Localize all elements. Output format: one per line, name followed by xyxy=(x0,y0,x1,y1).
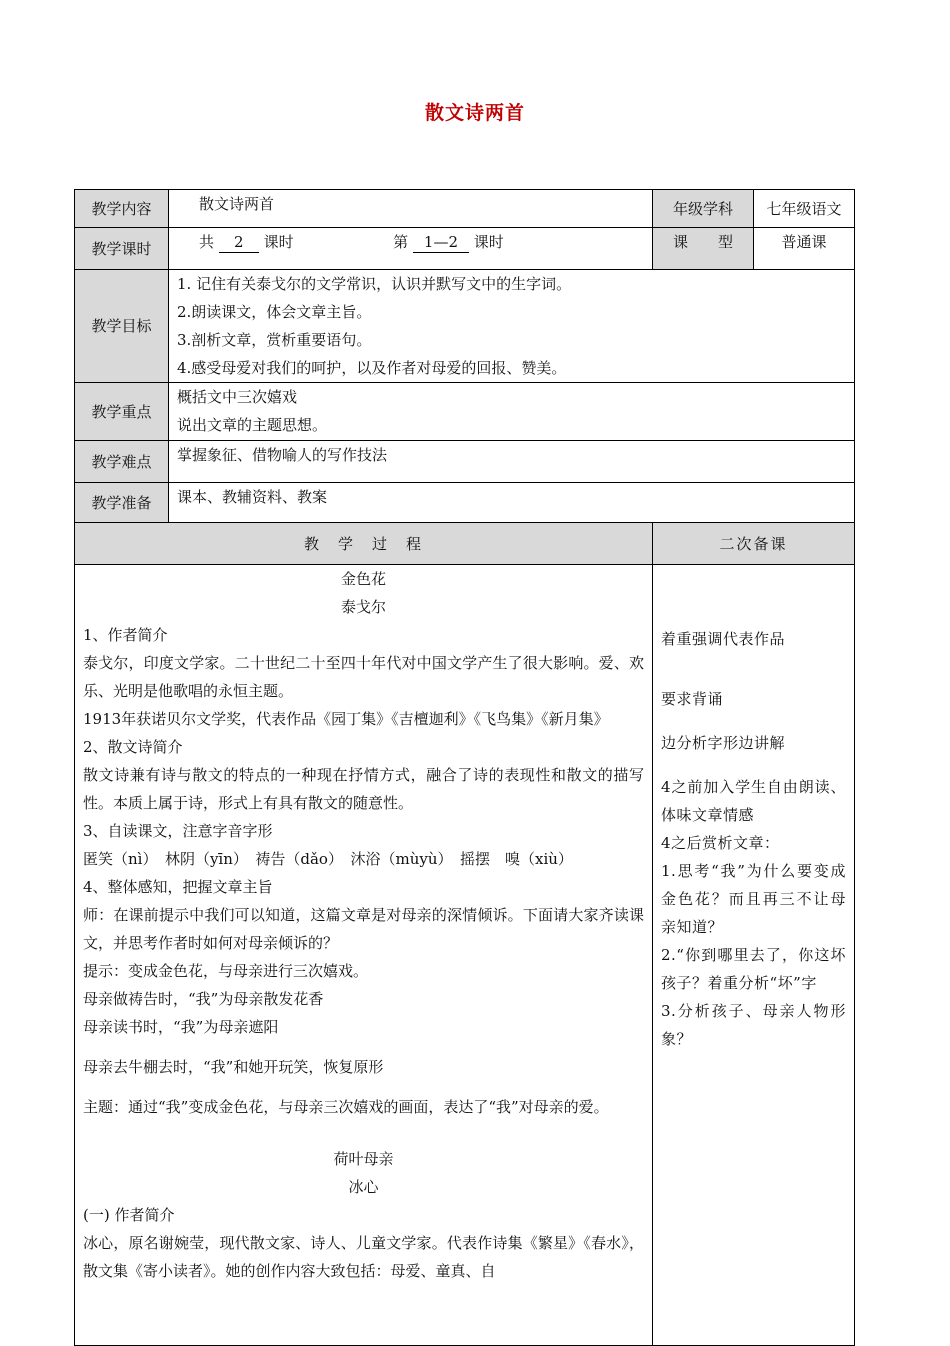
note: 4之前加入学生自由朗读、体味文章情感 xyxy=(661,778,846,824)
note: 2.“你到哪里去了，你这坏孩子？着重分析“坏”字 xyxy=(661,946,846,992)
paragraph: 母亲去牛棚去时，“我”和她开玩笑，恢复原形 xyxy=(83,1058,384,1076)
focus-item: 概括文中三次嬉戏 xyxy=(177,388,298,406)
note: 1.思考“我”为什么要变成金色花？而且再三不让母亲知道？ xyxy=(661,862,846,936)
goal-item: 1. 记住有关泰戈尔的文学常识，认识并默写文中的生字词。 xyxy=(177,275,572,293)
content-label: 教学内容 xyxy=(75,190,169,228)
paragraph: 1913年获诺贝尔文学奖，代表作品《园丁集》《吉檀迦利》《飞鸟集》《新月集》 xyxy=(83,710,609,728)
row-hours xyxy=(75,228,855,270)
row-content xyxy=(75,190,855,228)
goals-label: 教学目标 xyxy=(75,270,169,383)
paragraph: 冰心，原名谢婉莹，现代散文家、诗人、儿童文学家。代表作诗集《繁星》《春水》，散文集《寄小读者》。她的创作内容大致包括：母爱、童真、自 xyxy=(83,1234,644,1280)
spacer xyxy=(83,1081,644,1093)
process-table xyxy=(74,522,855,1346)
focus-item: 说出文章的主题思想。 xyxy=(177,416,328,434)
process-header: 教 学 过 程 xyxy=(75,523,653,565)
lesson-prefix: 第 xyxy=(393,233,409,251)
hours-label: 教学课时 xyxy=(75,228,169,270)
section-heading: 4、整体感知，把握文章主旨 xyxy=(83,878,273,896)
section-heading: (一) 作者简介 xyxy=(83,1206,175,1224)
type-label: 课 型 xyxy=(653,228,754,270)
section-heading: 2、散文诗简介 xyxy=(83,738,183,756)
focus-list xyxy=(169,383,855,441)
poem2-author: 冰心 xyxy=(348,1178,379,1196)
pronunciation-list: 匿笑（nì） 林阴（yīn） 祷告（dǎo） 沐浴（mùyù） 摇摆 嗅（xiù） xyxy=(83,850,573,868)
hours-prefix: 共 xyxy=(199,233,215,251)
difficulty-label: 教学难点 xyxy=(75,441,169,483)
second-prep-header: 二次备课 xyxy=(653,523,855,565)
process-header-row xyxy=(75,523,855,565)
goal-item: 4.感受母爱对我们的呵护，以及作者对母爱的回报、赞美。 xyxy=(177,359,567,377)
prep-label: 教学准备 xyxy=(75,483,169,523)
hours-value xyxy=(169,228,653,270)
goals-list xyxy=(169,270,855,383)
process-body-row xyxy=(75,565,855,1346)
hours-unit: 课时 xyxy=(263,233,294,251)
theme-paragraph: 主题：通过“我”变成金色花，与母亲三次嬉戏的画面，表达了“我”对母亲的爱。 xyxy=(83,1098,609,1116)
lesson-unit: 课时 xyxy=(473,233,504,251)
poem1-author: 泰戈尔 xyxy=(340,598,386,616)
spacer xyxy=(83,1121,644,1145)
note: 要求背诵 xyxy=(661,690,724,708)
poem1-title: 金色花 xyxy=(340,570,386,588)
section-heading: 1、作者简介 xyxy=(83,626,168,644)
lesson-plan-table-wrapper xyxy=(74,189,854,1346)
focus-label: 教学重点 xyxy=(75,383,169,441)
content-value: 散文诗两首 xyxy=(169,190,653,228)
type-value: 普通课 xyxy=(754,228,855,270)
lesson-plan-table xyxy=(74,189,855,523)
paragraph: 师：在课前提示中我们可以知道，这篇文章是对母亲的深情倾诉。下面请大家齐读课文，并思考作者时如何对母亲倾诉的？ xyxy=(83,906,644,952)
grade-label: 年级学科 xyxy=(653,190,754,228)
prep-value: 课本、教辅资料、教案 xyxy=(169,483,855,523)
page-title: 散文诗两首 xyxy=(424,102,525,124)
row-difficulty xyxy=(75,441,855,483)
process-content xyxy=(75,565,653,1346)
goal-item: 3.剖析文章，赏析重要语句。 xyxy=(177,331,372,349)
row-focus xyxy=(75,383,855,441)
note: 着重强调代表作品 xyxy=(661,630,786,648)
poem2-title: 荷叶母亲 xyxy=(333,1150,394,1168)
lesson-range: 1—2 xyxy=(413,232,469,253)
spacer xyxy=(83,1041,644,1053)
difficulty-value: 掌握象征、借物喻人的写作技法 xyxy=(169,441,855,483)
note: 3.分析孩子、母亲人物形象？ xyxy=(661,1002,846,1048)
section-heading: 3、自读课文，注意字音字形 xyxy=(83,822,273,840)
second-prep-notes xyxy=(653,565,855,1346)
hours-total: 2 xyxy=(219,232,259,253)
goal-item: 2.朗读课文，体会文章主旨。 xyxy=(177,303,372,321)
paragraph: 散文诗兼有诗与散文的特点的一种现在抒情方式，融合了诗的表现性和散文的描写性。本质上属于诗，形式上有具有散文的随意性。 xyxy=(83,766,644,812)
grade-value: 七年级语文 xyxy=(754,190,855,228)
paragraph: 提示：变成金色花，与母亲进行三次嬉戏。 xyxy=(83,962,369,980)
row-prep xyxy=(75,483,855,523)
note: 边分析字形边讲解 xyxy=(661,734,786,752)
paragraph: 母亲读书时，“我”为母亲遮阳 xyxy=(83,1018,279,1036)
note: 4之后赏析文章： xyxy=(661,834,780,852)
paragraph: 泰戈尔，印度文学家。二十世纪二十至四十年代对中国文学产生了很大影响。爱、欢乐、光明是他歌唱的永恒主题。 xyxy=(83,654,644,700)
row-goals xyxy=(75,270,855,383)
paragraph: 母亲做祷告时，“我”为母亲散发花香 xyxy=(83,990,324,1008)
